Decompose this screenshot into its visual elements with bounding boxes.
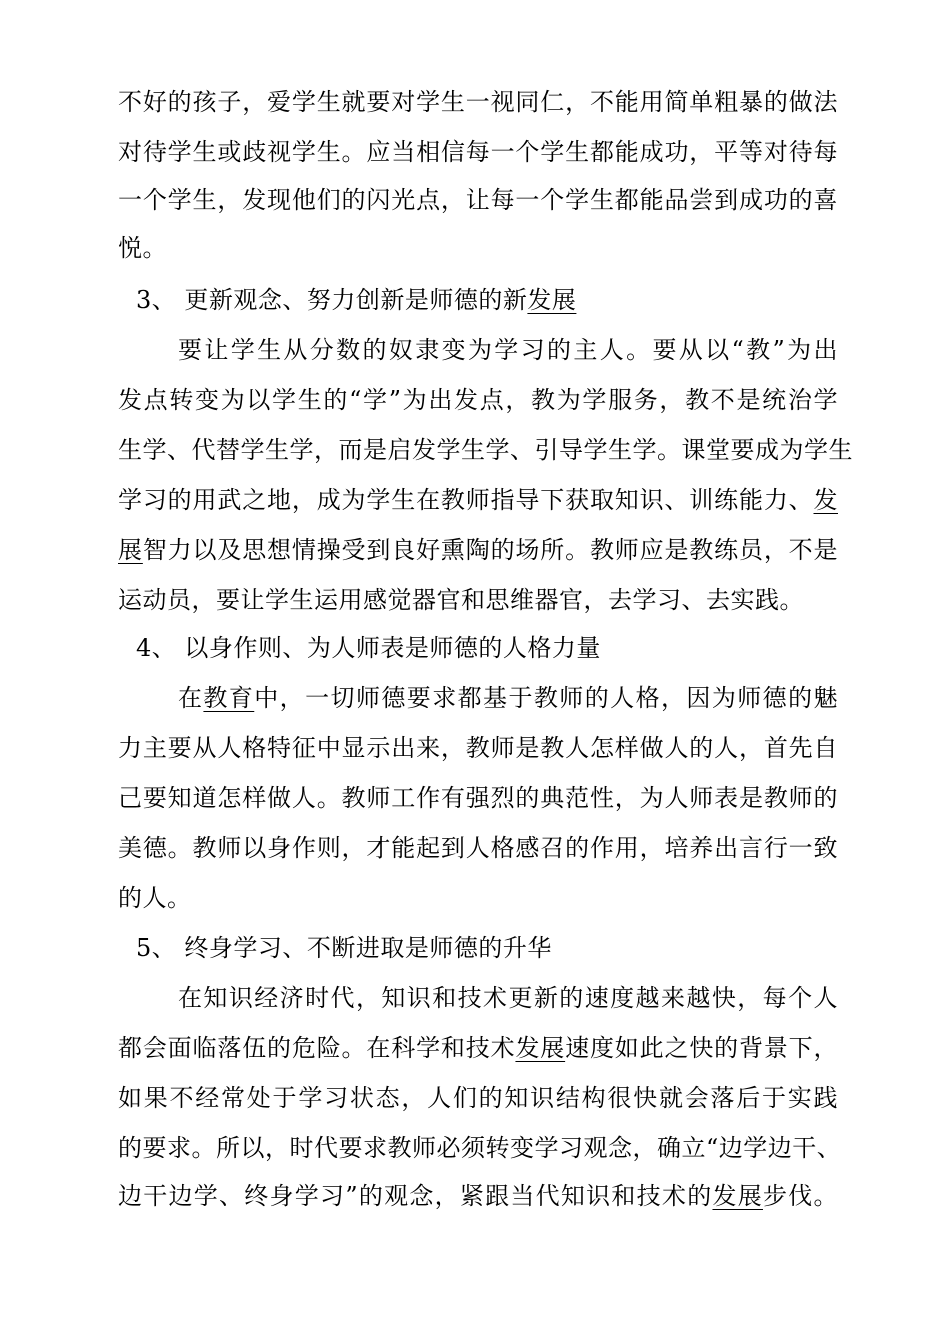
paragraph-line [118, 1176, 838, 1216]
link-fazhan[interactable]: 发展 [515, 1034, 566, 1062]
paragraph-line [178, 678, 838, 718]
link-zhan[interactable]: 展 [118, 536, 143, 564]
paragraph-line [118, 530, 838, 570]
text: 发点转变为以学生的“学”为出发点，教为学服务，教不是统治学 [118, 386, 838, 414]
text: 都会面临落伍的危险。在科学和技术 [118, 1034, 516, 1062]
paragraph-line [118, 480, 838, 520]
text: 在知识经济时代，知识和技术更新的速度越来越快，每个人 [178, 984, 838, 1012]
text: 学习的用武之地，成为学生在教师指导下获取知识、训练能力、 [118, 486, 814, 514]
paragraph-line [118, 778, 838, 818]
paragraph-line [118, 828, 838, 868]
link-jiaoyu[interactable]: 教育 [203, 684, 255, 712]
text: 的人。 [118, 884, 192, 912]
paragraph-line [178, 978, 838, 1018]
text: 的要求。所以，时代要求教师必须转变学习观念，确立“边学边干、 [118, 1134, 842, 1162]
paragraph-line [118, 430, 853, 470]
paragraph-line [118, 580, 838, 620]
link-fa[interactable]: 发 [813, 486, 838, 514]
text: 中，一切师德要求都基于教师的人格，因为师德的魅 [254, 684, 839, 712]
section-3-heading [136, 280, 836, 320]
paragraph-line [118, 132, 838, 172]
paragraph-line [118, 1028, 838, 1068]
text: 步伐。 [762, 1182, 838, 1210]
text: 在 [178, 684, 204, 712]
text: 对待学生或歧视学生。应当相信每一个学生都能成功，平等对待每 [118, 138, 838, 166]
paragraph-line [118, 728, 838, 768]
heading-text: 3、 更新观念、努力创新是师德的新 [136, 286, 528, 314]
text: 边干边学、终身学习”的观念，紧跟当代知识和技术的 [118, 1182, 713, 1210]
text: 生学、代替学生学，而是启发学生学、引导学生学。课堂要成为学生 [118, 436, 853, 464]
text: 不好的孩子，爱学生就要对学生一视同仁，不能用简单粗暴的做法 [118, 88, 838, 116]
heading-text: 5、 终身学习、不断进取是师德的升华 [136, 934, 552, 962]
paragraph-line [118, 1128, 842, 1168]
text: 如果不经常处于学习状态，人们的知识结构很快就会落后于实践 [118, 1084, 838, 1112]
paragraph-line [118, 82, 838, 122]
heading-text: 4、 以身作则、为人师表是师德的人格力量 [136, 634, 601, 662]
paragraph-line [118, 878, 838, 918]
text: 智力以及思想情操受到良好熏陶的场所。教师应是教练员，不是 [142, 536, 839, 564]
text: 力主要从人格特征中显示出来，教师是教人怎样做人的人，首先自 [118, 734, 838, 762]
text: 速度如此之快的背景下， [565, 1034, 839, 1062]
section-5-heading [136, 928, 836, 968]
paragraph-line [118, 380, 838, 420]
paragraph-line [178, 330, 838, 370]
text: 悦。 [118, 234, 167, 262]
link-fazhan[interactable]: 发展 [712, 1182, 763, 1210]
link-fazhan[interactable]: 发展 [527, 286, 577, 314]
text: 一个学生，发现他们的闪光点，让每一个学生都能品尝到成功的喜 [118, 186, 838, 214]
text: 己要知道怎样做人。教师工作有强烈的典范性，为人师表是教师的 [118, 784, 838, 812]
text: 运动员，要让学生运用感觉器官和思维器官，去学习、去实践。 [118, 586, 804, 614]
paragraph-line [118, 180, 838, 220]
text: 要让学生从分数的奴隶变为学习的主人。要从以“教”为出 [178, 336, 838, 364]
paragraph-line [118, 1078, 838, 1118]
paragraph-line [118, 228, 838, 268]
section-4-heading [136, 628, 836, 668]
text: 美德。教师以身作则，才能起到人格感召的作用，培养出言行一致 [118, 834, 838, 862]
